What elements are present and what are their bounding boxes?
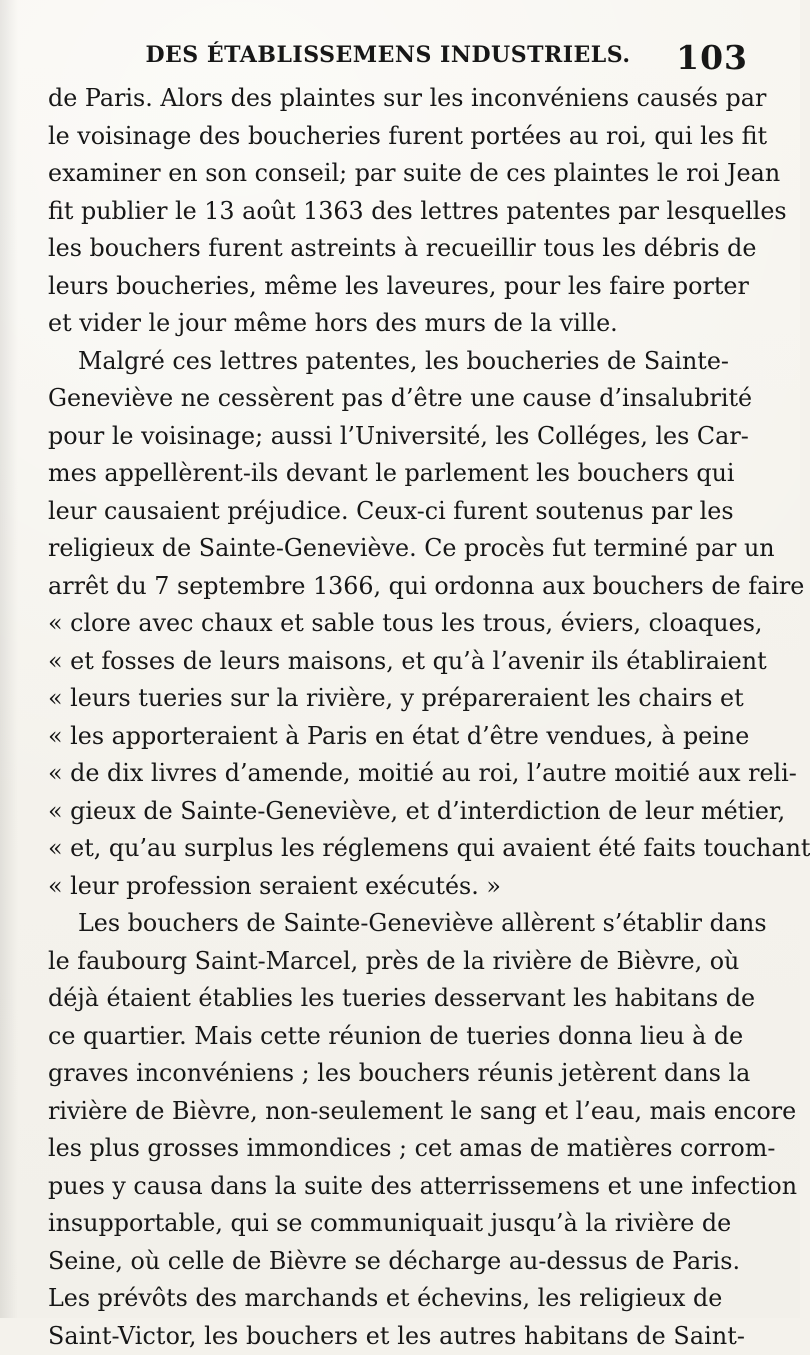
quoted-line: « et, qu’au surplus les réglemens qui avaient été faits touchant <box>48 830 751 868</box>
text-line: insupportable, qui se communiquait jusqu’à la rivière de <box>48 1205 751 1243</box>
text-line: Geneviève ne cessèrent pas d’être une cause d’insalubrité <box>48 380 751 418</box>
text-line: arrêt du 7 septembre 1366, qui ordonna aux bouchers de faire <box>48 568 751 606</box>
text-line: religieux de Sainte-Geneviève. Ce procès fut terminé par un <box>48 530 751 568</box>
quoted-line: « de dix livres d’amende, moitié au roi, l’autre moitié aux reli- <box>48 755 751 793</box>
text-line: leurs boucheries, même les laveures, pour les faire porter <box>48 268 751 306</box>
quoted-line: « les apporteraient à Paris en état d’être vendues, à peine <box>48 718 751 756</box>
body-text <box>48 80 751 1355</box>
quoted-line: « et fosses de leurs maisons, et qu’à l’avenir ils établiraient <box>48 643 751 681</box>
text-line: de Paris. Alors des plaintes sur les inconvéniens causés par <box>48 80 751 118</box>
text-line: leur causaient préjudice. Ceux-ci furent soutenus par les <box>48 493 751 531</box>
text-line: examiner en son conseil; par suite de ces plaintes le roi Jean <box>48 155 751 193</box>
text-line: graves inconvéniens ; les bouchers réunis jetèrent dans la <box>48 1055 751 1093</box>
quoted-line: « leur profession seraient exécutés. » <box>48 868 751 906</box>
paragraph-2 <box>48 343 751 906</box>
text-line: les bouchers furent astreints à recueillir tous les débris de <box>48 230 751 268</box>
running-header <box>0 42 800 76</box>
text-line: le faubourg Saint-Marcel, près de la rivière de Bièvre, où <box>48 943 751 981</box>
text-line: ce quartier. Mais cette réunion de tueries donna lieu à de <box>48 1018 751 1056</box>
quoted-line: « gieux de Sainte-Geneviève, et d’interdiction de leur métier, <box>48 793 751 831</box>
text-line: Malgré ces lettres patentes, les boucheries de Sainte- <box>48 343 751 381</box>
text-line: Seine, où celle de Bièvre se décharge au-dessus de Paris. <box>48 1243 751 1281</box>
text-line: le voisinage des boucheries furent portées au roi, qui les fit <box>48 118 751 156</box>
text-line: Saint-Victor, les bouchers et les autres habitans de Saint- <box>48 1318 751 1355</box>
text-line: mes appellèrent-ils devant le parlement les bouchers qui <box>48 455 751 493</box>
text-line: Les prévôts des marchands et échevins, les religieux de <box>48 1280 751 1318</box>
quoted-line: « clore avec chaux et sable tous les trous, éviers, cloaques, <box>48 605 751 643</box>
text-line: fit publier le 13 août 1363 des lettres patentes par lesquelles <box>48 193 751 231</box>
text-line: Les bouchers de Sainte-Geneviève allèrent s’établir dans <box>48 905 751 943</box>
text-line: pour le voisinage; aussi l’Université, les Colléges, les Car- <box>48 418 751 456</box>
quoted-line: « leurs tueries sur la rivière, y prépareraient les chairs et <box>48 680 751 718</box>
text-line: et vider le jour même hors des murs de la ville. <box>48 305 751 343</box>
text-line: rivière de Bièvre, non-seulement le sang et l’eau, mais encore <box>48 1093 751 1131</box>
text-line: les plus grosses immondices ; cet amas de matières corrom- <box>48 1130 751 1168</box>
text-line: pues y causa dans la suite des atterrissemens et une infection <box>48 1168 751 1206</box>
chapter-heading: DES ÉTABLISSEMENS INDUSTRIELS. <box>145 42 630 68</box>
text-line: déjà étaient établies les tueries desservant les habitans de <box>48 980 751 1018</box>
paragraph-1 <box>48 80 751 343</box>
page-number: 103 <box>676 38 748 77</box>
paragraph-3 <box>48 905 751 1355</box>
